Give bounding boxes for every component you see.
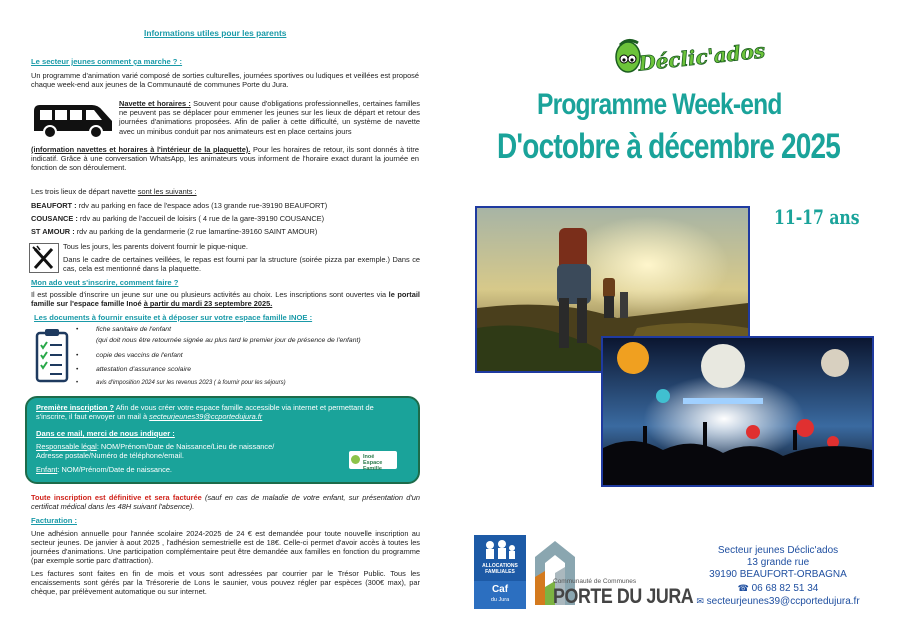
section-title-documents: Les documents à fournir ensuite et à déposer sur votre espace famille INOE : <box>34 313 313 322</box>
lieu-name: ST AMOUR : <box>31 227 75 236</box>
checklist-icon <box>34 327 72 385</box>
caf-family-icon <box>480 539 520 561</box>
caf-logo <box>474 535 526 609</box>
caf-bottom <box>474 581 526 609</box>
age-range: 11-17 ans <box>774 205 860 229</box>
list-item: • avis d'imposition 2024 sur les revenus 2023 ( à fournir pour les séjours) <box>76 379 416 389</box>
declic-ados-logo-text: Déclic'ados <box>637 38 767 76</box>
mail-icon: ✉ <box>696 595 704 606</box>
box-text: Afin de vous créer votre espace famille accessible via internet et permettant de s'inscrire, il faut envoyer un mail à <box>36 403 374 422</box>
list-item: • copie des vaccins de l'enfant <box>76 351 416 365</box>
phone-line <box>668 582 888 595</box>
lieu-text: rdv au parking en face de l'espace ados (13 grande rue-39190 BEAUFORT) <box>78 201 328 210</box>
program-title-1: Programme Week-end <box>537 88 782 121</box>
contact-email[interactable]: secteurjeunes39@ccportedujura.fr <box>706 595 860 607</box>
warning-bold: Toute inscription est définitive et sera facturée <box>31 493 202 502</box>
enfant-text: : NOM/Prénom/Date de naissance. <box>57 465 172 474</box>
first-inscription-box <box>25 396 420 484</box>
navette-title: Navette et horaires : <box>119 99 191 108</box>
list-item: • attestation d'assurance scolaire <box>76 365 416 379</box>
caf-text-1: ALLOCATIONS FAMILIALES <box>482 563 518 575</box>
section-title-how: Le secteur jeunes comment ça marche ? : <box>31 57 183 66</box>
box-title: Première inscription ? <box>36 403 115 412</box>
caf-text-2: Caf <box>491 584 509 595</box>
repas-line-1: Tous les jours, les parents doivent fournir le pique-nique. <box>63 242 248 251</box>
concert-photo <box>601 336 874 487</box>
page-header: Informations utiles pour les parents <box>144 28 287 38</box>
inoe-logo-icon <box>351 455 360 464</box>
cc-small: Communauté de Communes <box>553 578 637 585</box>
documents-list <box>76 325 416 389</box>
cc-big: PORTE DU JURA <box>553 585 694 608</box>
box-responsable <box>36 442 366 460</box>
list-item <box>31 214 419 227</box>
caf-text-3: du Jura <box>490 597 510 603</box>
navette-paragraph <box>119 99 420 136</box>
lieux-intro-underlined: sont les suivants : <box>137 187 197 196</box>
lieu-name: BEAUFORT : <box>31 201 77 210</box>
navette-text-2: Pour les horaires de retour, ils sont donnés à titre indicatif. Grâce à une conversation WhatsApp, les animateurs vous informent de l'horaire exact durant la journée en fonction de son déroulement. <box>31 145 419 173</box>
lieu-name: COUSANCE : <box>31 214 78 223</box>
phone-icon: ☎ <box>737 582 749 593</box>
section-text-how: Un programme d'animation varié composé de sorties culturelles, journées sportives ou ludiques et veillées est proposé chaque week-end aux jeunes de la Communauté de communes Porte du Jura. <box>31 71 419 90</box>
box-email-link[interactable]: secteurjeunes39@ccportedujura.fr <box>149 412 263 422</box>
lieux-list <box>31 201 419 240</box>
cutlery-icon <box>29 243 59 273</box>
program-title-2: D'octobre à décembre 2025 <box>497 127 841 166</box>
facturation-text-1: Une adhésion annuelle pour l'année scolaire 2024-2025 de 24 € est demandée pour toute nouvelle inscription au secteur jeunes. De janvier à aout 2025 , l'adhésion semestrielle est de 18€. Celle-ci permet d'avoir accès à toutes les journées d'animations. Une participation complémentaire peut être demandée aux familles en fonction du programme (par exemple sortie parc d'attraction). <box>31 529 420 565</box>
minibus-icon <box>30 101 116 141</box>
facturation-text-2: Les factures sont faites en fin de mois et vous sont adressées par courrier par le Trésor Public. Tous les encaissements sont gérés par la Trésorerie de Lons le saunier, vous pouvez régler par espèces (300€ max), par chèque, par prélèvement automatique ou sur internet. <box>31 569 420 596</box>
box-enfant <box>36 465 172 474</box>
enfant-label: Enfant <box>36 465 58 474</box>
contact-block <box>668 545 888 608</box>
facturation-title: Facturation : <box>31 516 77 525</box>
warning-paragraph <box>31 494 420 511</box>
warning-italic: (sauf en cas de maladie de votre enfant, sur présentation d'un certificat médical dans les 48H suivant l'absence). <box>31 493 420 511</box>
list-item: (qui doit nous être retournée signée au plus tard le premier jour de présence de l'enfant) <box>96 337 361 344</box>
first-inscription-top <box>36 403 406 421</box>
inoe-logo <box>349 451 397 472</box>
list-item: • fiche sanitaire de l'enfant <box>76 325 416 336</box>
navette-bold: (information navettes et horaires à l'intérieur de la plaquette). <box>31 145 251 154</box>
navette-text: Souvent pour cause d'obligations professionnelles, certaines familles ne peuvent pas se déplacer pour emmener les jeunes sur les lieux de départ et retour des journées d'animations proposées. Afin de palier à cette difficulté, un système de navette avec un minibus conduit par nos animateurs est en place certains jours <box>119 99 420 136</box>
resp-text-2: Adresse postale/Numéro de téléphone/email. <box>36 451 184 461</box>
declic-ados-logo <box>612 35 767 81</box>
repas-line-2: Dans le cadre de certaines veillées, le repas est fourni par la structure (soirée pizza par exemple.) Dans ce cas, cela est mentionné dans la plaquette. <box>63 255 420 274</box>
porte-du-jura-logo <box>531 535 694 611</box>
phone-number[interactable]: 06 68 82 51 34 <box>751 582 819 594</box>
addr-line-2: 13 grande rue <box>746 557 810 569</box>
lieu-text: rdv au parking de la gendarmerie (2 rue lamartine-39160 SAINT AMOUR) <box>76 227 318 236</box>
inscription-text: Il est possible d'inscrire un jeune sur une ou plusieurs activités au choix. Les inscriptions sont ouvertes via <box>31 290 387 299</box>
navette-paragraph-2 <box>31 145 419 173</box>
email-line <box>668 595 888 608</box>
inoe-logo-text: Inoé Espace Famille <box>363 454 383 472</box>
section-text-inscription <box>31 290 420 308</box>
list-item <box>31 201 419 214</box>
inscription-date: à partir du mardi 23 septembre 2025. <box>143 299 273 309</box>
section-title-inscription: Mon ado veut s'inscrire, comment faire ? <box>31 278 179 287</box>
addr-line-1: Secteur jeunes Déclic'ados <box>717 545 839 556</box>
list-item <box>31 227 419 240</box>
lieu-text: rdv au parking de l'accueil de loisirs ( 4 rue de la gare-39190 COUSANCE) <box>79 214 325 223</box>
lieux-intro <box>31 187 197 196</box>
resp-text: : NOM/Prénom/Date de Naissance/Lieu de naissance/ <box>96 442 275 451</box>
addr-line-3: 39190 BEAUFORT-ORBAGNA <box>709 569 847 581</box>
lieux-intro-text: Les trois lieux de départ navette <box>31 187 136 196</box>
inscription-bold: le portail famille sur l'espace famille Inoé <box>31 290 420 309</box>
resp-label: Responsable légal <box>36 442 97 451</box>
box-subtitle: Dans ce mail, merci de nous indiquer : <box>36 429 175 438</box>
